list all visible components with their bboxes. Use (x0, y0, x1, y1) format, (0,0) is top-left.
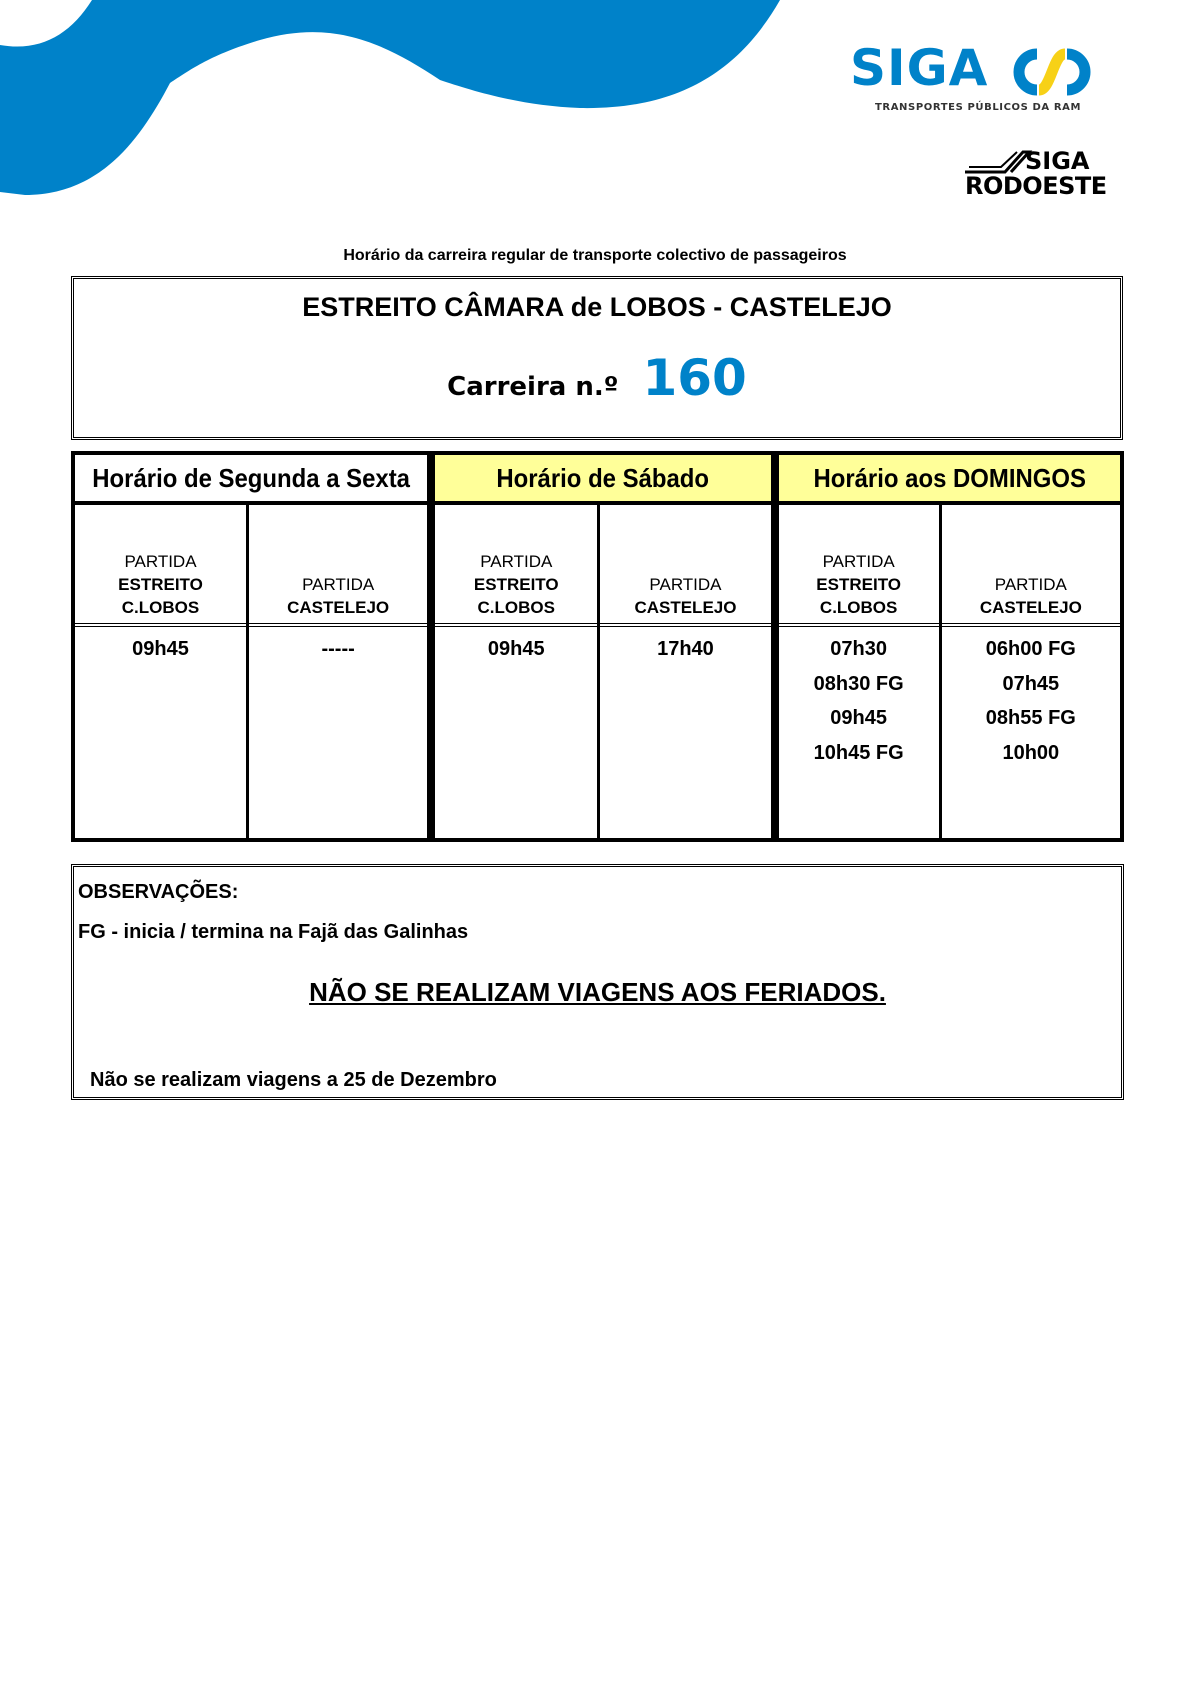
column-header-line: CASTELEJO (634, 598, 737, 617)
siga-logo-wordmark: SIGA (850, 39, 989, 97)
sunday-col-castelejo (939, 505, 1120, 838)
column-header-line: PARTIDA (302, 575, 375, 594)
route-number-line (74, 349, 1120, 407)
rodoeste-text: RODOESTE (965, 172, 1107, 200)
siga-logo (850, 40, 1100, 120)
christmas-note: Não se realizam viagens a 25 de Dezembro (90, 1069, 497, 1091)
weekday-schedule (75, 455, 427, 838)
column-header (75, 505, 246, 627)
block-separator (771, 455, 779, 838)
route-number: 160 (642, 349, 747, 407)
rodoeste-siga-text: SIGA (1025, 147, 1090, 175)
column-header-line: ESTREITO (816, 575, 901, 594)
column-header (435, 505, 597, 627)
column-header-line: PARTIDA (994, 575, 1067, 594)
observations-box (71, 864, 1124, 1100)
column-header-line: PARTIDA (822, 552, 895, 571)
document-subtitle: Horário da carreira regular de transporte colectivo de passageiros (343, 247, 847, 264)
saturday-col-castelejo (597, 505, 770, 838)
departure-time: 10h00 (1002, 741, 1060, 764)
route-number-label: Carreira n.º (447, 372, 619, 402)
column-header-line: ESTREITO (473, 575, 559, 594)
departure-time: 09h45 (830, 707, 888, 729)
column-header (779, 505, 939, 627)
observations-title: OBSERVAÇÕES: (78, 881, 239, 903)
departure-time: 07h45 (1002, 672, 1060, 695)
route-name: ESTREITO CÂMARA de LOBOS - CASTELEJO (302, 292, 892, 322)
departure-time: 09h45 (132, 638, 189, 660)
column-header-line: C.LOBOS (819, 598, 898, 617)
siga-tagline: TRANSPORTES PÚBLICOS DA RAM (875, 102, 1082, 113)
route-header-box (71, 276, 1123, 440)
saturday-header: Horário de Sábado (496, 462, 710, 493)
holiday-warning: NÃO SE REALIZAM VIAGENS AOS FERIADOS. (309, 977, 886, 1007)
departure-time: 08h30 FG (813, 672, 904, 695)
column-header-line: C.LOBOS (477, 598, 555, 617)
departure-time: 07h30 (830, 638, 888, 660)
departure-time: 08h55 FG (985, 707, 1076, 729)
schedule-table (71, 451, 1124, 842)
column-header-line: ESTREITO (118, 575, 203, 594)
departure-time: ----- (321, 638, 355, 660)
column-header-line: PARTIDA (480, 552, 553, 571)
saturday-col-estreito (435, 505, 597, 838)
siga-rodoeste-logo (965, 147, 1107, 204)
column-header-line: CASTELEJO (979, 598, 1082, 617)
observation-note: FG - inicia / termina na Fajã das Galinhas (78, 921, 469, 943)
column-header (600, 505, 770, 627)
siga-rings-icon (1007, 44, 1097, 100)
departure-time: 17h40 (657, 638, 714, 660)
column-header-line: CASTELEJO (287, 598, 390, 617)
departure-time: 10h45 FG (813, 741, 904, 764)
sunday-header: Horário aos DOMINGOS (813, 462, 1086, 493)
column-header (249, 505, 427, 627)
weekday-header: Horário de Segunda a Sexta (92, 462, 410, 493)
column-header-line: PARTIDA (124, 552, 197, 571)
column-header (942, 505, 1120, 627)
saturday-schedule (435, 455, 770, 838)
sunday-col-estreito (779, 505, 939, 838)
header-wave-decoration (0, 0, 800, 200)
column-header-line: PARTIDA (649, 575, 722, 594)
weekday-col-estreito (75, 505, 246, 838)
block-separator (427, 455, 435, 838)
weekday-col-castelejo (246, 505, 427, 838)
departure-time: 09h45 (487, 638, 545, 660)
sunday-schedule (779, 455, 1120, 838)
departure-time: 06h00 FG (985, 638, 1076, 660)
column-header-line: C.LOBOS (121, 598, 200, 617)
